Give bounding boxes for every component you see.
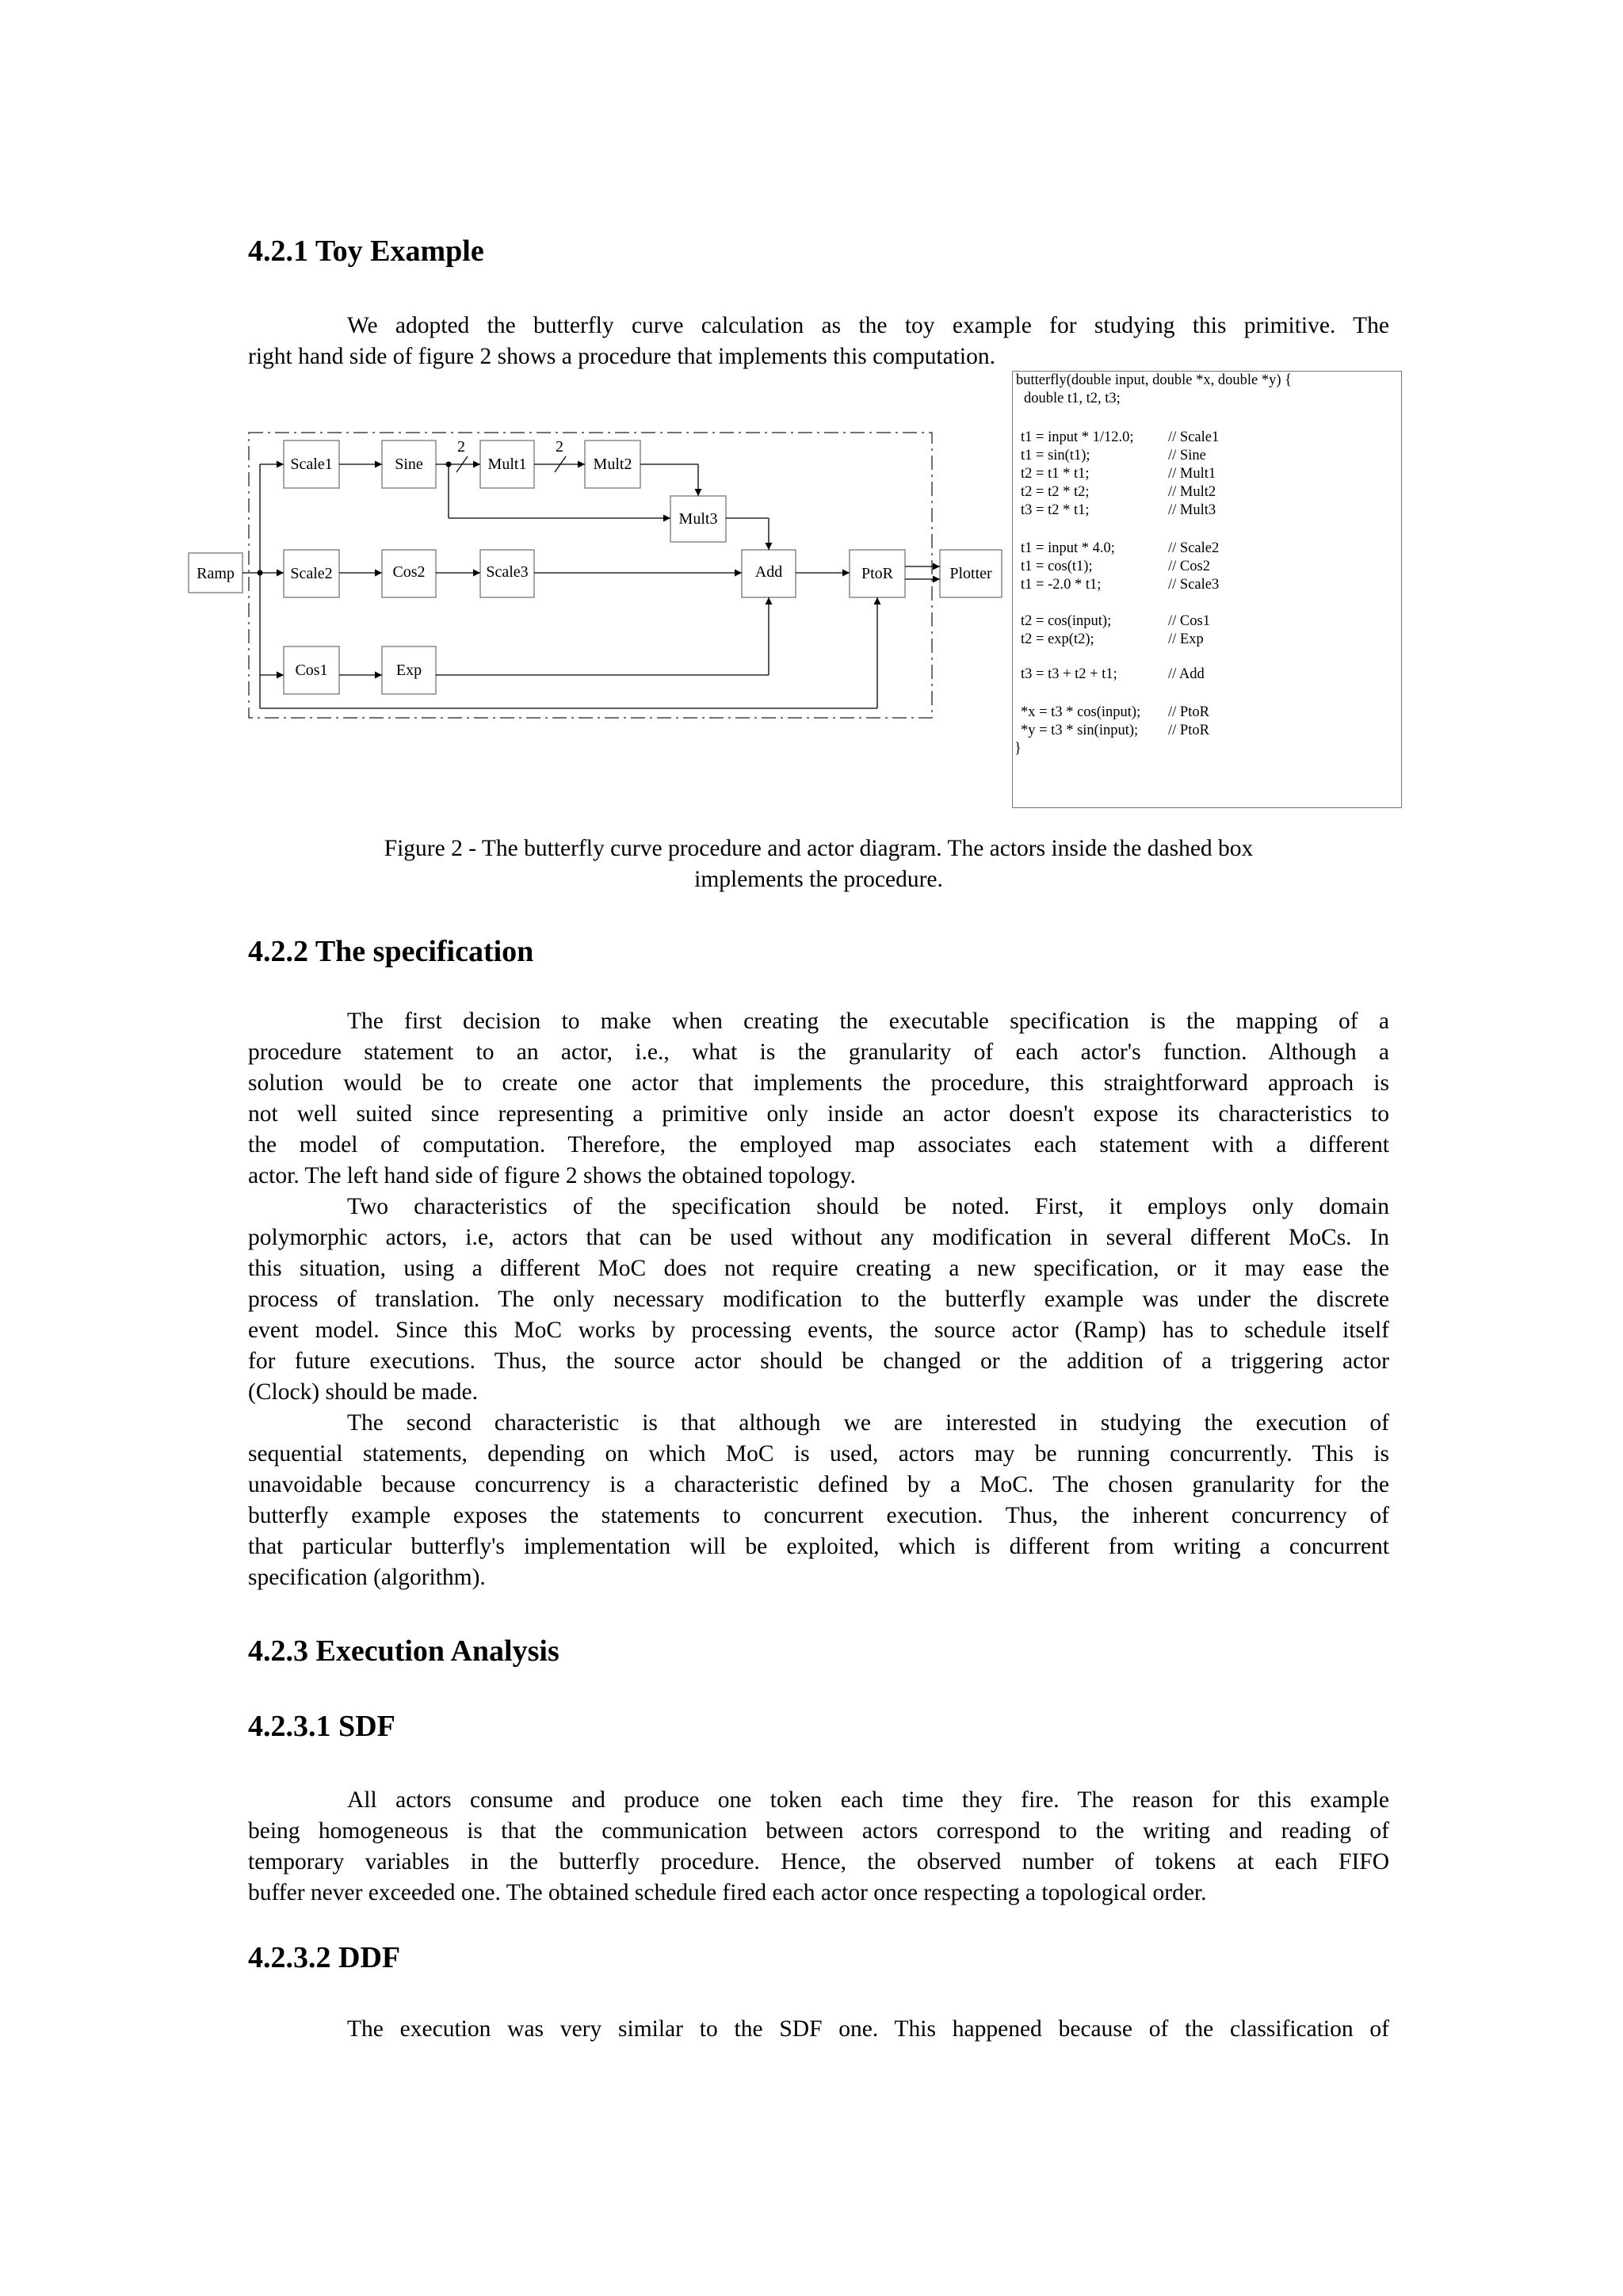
svg-text:Sine: Sine	[395, 456, 423, 473]
section-heading-specification: 4.2.2 The specification	[248, 935, 534, 968]
actor-mult1	[480, 441, 534, 488]
actor-mult2	[585, 441, 640, 488]
actor-mult3	[670, 496, 726, 542]
actor-cos1	[284, 646, 339, 694]
spec-paragraph-3	[248, 1408, 1389, 1593]
actor-ptor	[850, 550, 905, 597]
code-statement: *y = t3 * sin(input);	[1021, 723, 1139, 738]
actor-sine	[382, 441, 436, 488]
text-line: specification (algorithm).	[248, 1565, 486, 1590]
svg-text:Plotter: Plotter	[949, 565, 992, 582]
junction-dot	[258, 570, 263, 576]
text-line: not well suited since representing a primitive only inside an actor doesn't expose its characteristics to	[248, 1101, 1389, 1127]
rate-label: 2	[457, 438, 465, 456]
rate-label: 2	[556, 438, 563, 456]
text-line: buffer never exceeded one. The obtained schedule fired each actor once respecting a topological order.	[248, 1880, 1207, 1905]
svg-text:Add: Add	[754, 563, 783, 581]
svg-text:Mult1: Mult1	[487, 456, 527, 473]
text-line: We adopted the butterfly curve calculation as the toy example for studying this primitive. The	[347, 313, 1389, 338]
code-comment: // Mult2	[1168, 484, 1216, 500]
svg-text:Scale3: Scale3	[486, 563, 529, 581]
code-comment: // Scale1	[1168, 429, 1220, 445]
text-line: this situation, using a different MoC does not require creating a new specification, or it may ease the	[248, 1256, 1389, 1281]
code-statement: t2 = t1 * t1;	[1021, 466, 1090, 482]
text-line: solution would be to create one actor that implements the procedure, this straightforward approach is	[248, 1070, 1389, 1096]
text-line: (Clock) should be made.	[248, 1379, 479, 1405]
code-statement: t3 = t2 * t1;	[1021, 502, 1090, 518]
spec-paragraph-2	[248, 1192, 1389, 1408]
code-comment: // Add	[1168, 666, 1205, 682]
section-heading-sdf: 4.2.3.1 SDF	[248, 1710, 395, 1743]
actor-scale2	[284, 550, 339, 597]
code-statement: t3 = t3 + t2 + t1;	[1021, 666, 1117, 682]
ddf-paragraph	[248, 2014, 1389, 2045]
section-heading-ddf: 4.2.3.2 DDF	[248, 1941, 401, 1974]
actor-add	[742, 550, 796, 597]
svg-text:Mult2: Mult2	[593, 456, 632, 473]
text-line: for future executions. Thus, the source actor should be changed or the addition of a triggering actor	[248, 1348, 1389, 1374]
code-statement: t1 = input * 4.0;	[1021, 540, 1115, 556]
code-statement: t2 = cos(input);	[1021, 613, 1112, 629]
svg-text:PtoR: PtoR	[861, 565, 894, 582]
text-line: All actors consume and produce one token each time they fire. The reason for this example	[347, 1787, 1389, 1813]
text-line: temporary variables in the butterfly procedure. Hence, the observed number of tokens at each FIFO	[248, 1849, 1389, 1875]
code-signature: butterfly(double input, double *x, double *y) {	[1016, 372, 1292, 388]
code-comment: // Cos2	[1168, 559, 1210, 574]
code-closing-brace: }	[1014, 741, 1022, 757]
svg-text:Scale2: Scale2	[290, 565, 333, 582]
code-comment: // Mult1	[1168, 466, 1216, 482]
code-statement: *x = t3 * cos(input);	[1021, 704, 1141, 720]
actor-cos2	[382, 550, 436, 597]
section-heading-execution-analysis: 4.2.3 Execution Analysis	[248, 1634, 559, 1668]
text-line: unavoidable because concurrency is a characteristic defined by a MoC. The chosen granularity for the	[248, 1472, 1389, 1497]
svg-text:Scale1: Scale1	[290, 456, 333, 473]
code-statement: t1 = input * 1/12.0;	[1021, 429, 1134, 445]
code-comment: // PtoR	[1168, 704, 1209, 720]
text-line: The execution was very similar to the SDF one. This happened because of the classification of	[347, 2016, 1389, 2042]
code-statement: t1 = cos(t1);	[1021, 559, 1093, 574]
code-comment: // PtoR	[1168, 723, 1209, 738]
spec-paragraph-1	[248, 1006, 1389, 1192]
code-comment: // Exp	[1168, 631, 1204, 647]
svg-text:Cos2: Cos2	[392, 563, 426, 581]
code-comment: // Mult3	[1168, 502, 1216, 518]
actor-scale3	[480, 550, 534, 597]
code-comment: // Scale2	[1168, 540, 1220, 556]
text-line: actor. The left hand side of figure 2 shows the obtained topology.	[248, 1163, 856, 1188]
sdf-paragraph	[248, 1785, 1389, 1909]
figure-caption	[248, 833, 1389, 895]
text-line: The second characteristic is that although we are interested in studying the execution of	[347, 1410, 1389, 1436]
text-line: polymorphic actors, i.e, actors that can be used without any modification in several different MoCs. In	[248, 1225, 1389, 1250]
text-line: right hand side of figure 2 shows a procedure that implements this computation.	[248, 344, 995, 369]
connections	[242, 456, 940, 708]
code-statement: t1 = -2.0 * t1;	[1021, 577, 1102, 593]
text-line: the model of computation. Therefore, the employed map associates each statement with a different	[248, 1132, 1389, 1158]
junction-dot	[446, 462, 452, 467]
text-line: The first decision to make when creating the executable specification is the mapping of a	[347, 1009, 1389, 1034]
svg-text:Cos1: Cos1	[295, 662, 328, 679]
actor-diagram	[182, 420, 1010, 721]
text-line: process of translation. The only necessary modification to the butterfly example was under the discrete	[248, 1287, 1389, 1312]
code-statement: t2 = exp(t2);	[1021, 631, 1094, 647]
code-comment: // Sine	[1168, 448, 1206, 463]
code-comment: // Cos1	[1168, 613, 1210, 629]
text-line: Two characteristics of the specification should be noted. First, it employs only domain	[347, 1194, 1389, 1219]
text-line: that particular butterfly's implementation will be exploited, which is different from writing a concurrent	[248, 1534, 1389, 1559]
section-heading-toy-example: 4.2.1 Toy Example	[248, 235, 484, 268]
code-comment: // Scale3	[1168, 577, 1220, 593]
actor-ramp	[189, 553, 242, 593]
text-line: sequential statements, depending on which MoC is used, actors may be running concurrently. This is	[248, 1441, 1389, 1466]
text-line: procedure statement to an actor, i.e., what is the granularity of each actor's function. Although a	[248, 1039, 1389, 1065]
caption-line: implements the procedure.	[694, 867, 943, 892]
actor-scale1	[284, 441, 339, 488]
code-statement: t2 = t2 * t2;	[1021, 484, 1090, 500]
svg-text:Ramp: Ramp	[197, 565, 235, 582]
intro-paragraph	[248, 311, 1389, 372]
actor-plotter	[940, 550, 1002, 597]
text-line: being homogeneous is that the communication between actors correspond to the writing and reading of	[248, 1818, 1389, 1844]
code-statement: t1 = sin(t1);	[1021, 448, 1090, 463]
procedure-code-box	[1012, 371, 1402, 808]
text-line: butterfly example exposes the statements to concurrent execution. Thus, the inherent concurrency of	[248, 1503, 1389, 1528]
text-line: event model. Since this MoC works by processing events, the source actor (Ramp) has to schedule itself	[248, 1318, 1389, 1343]
svg-text:Mult3: Mult3	[678, 510, 718, 528]
svg-text:Exp: Exp	[395, 662, 422, 679]
actor-exp	[382, 646, 436, 694]
code-declaration: double t1, t2, t3;	[1024, 391, 1121, 406]
caption-line: Figure 2 - The butterfly curve procedure and actor diagram. The actors inside the dashed box	[384, 836, 1254, 861]
